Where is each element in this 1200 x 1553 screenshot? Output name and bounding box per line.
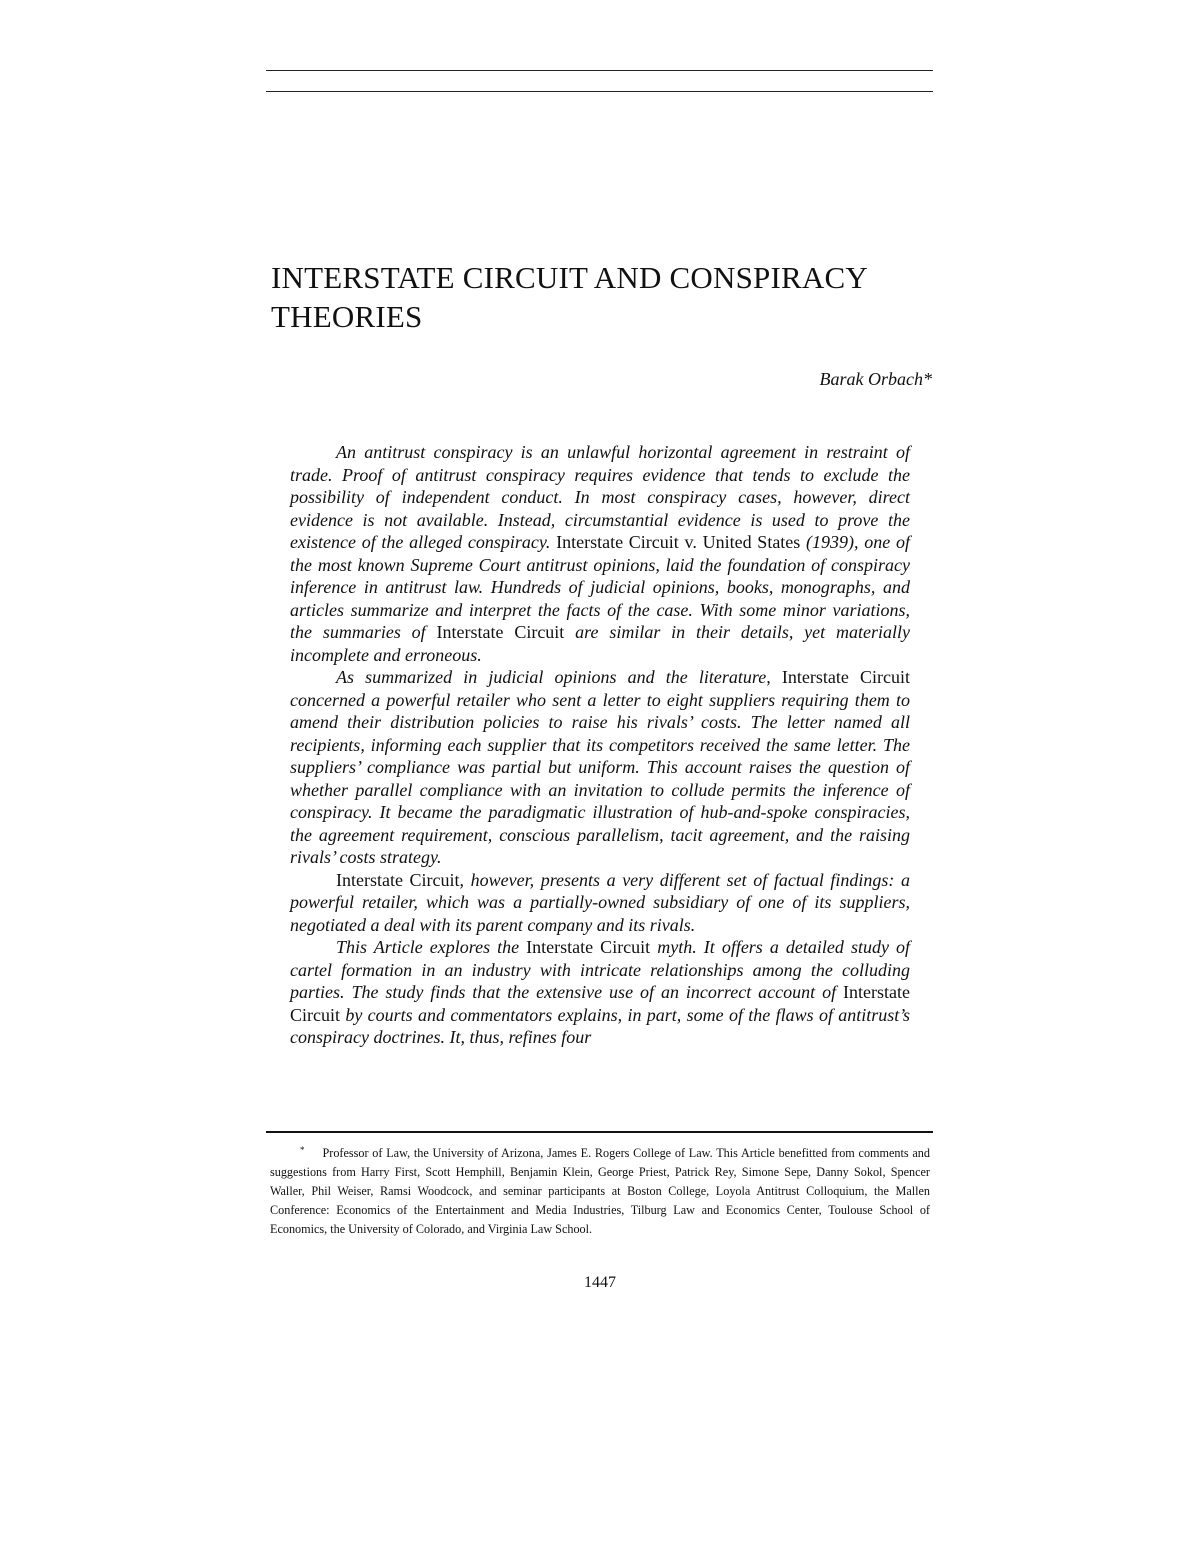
case-name: Interstate Circuit v. United States (556, 532, 801, 552)
abstract-text: An antitrust conspiracy is an unlawful horizontal agreement in restraint of trade. Proof of antitrust conspiracy requires evidence that tends to exclude the possibility of independent conduct. In most conspiracy cases, however, direct evidence is not available. Instead, circumstantial evidence is used to prove the existence of the alleged conspiracy. (290, 442, 910, 552)
case-name: Interstate Circuit (781, 667, 910, 687)
footnote (270, 1141, 930, 1239)
abstract-text: concerned a powerful retailer who sent a letter to eight suppliers requiring them to amend their distribution policies to raise his rivals’ costs. The letter named all recipients, informing each supplier that its competitors received the same letter. The suppliers’ compliance was partial but uniform. This account raises the question of whether parallel compliance with an invitation to collude permits the inference of conspiracy. It became the paradigmatic illustration of hub-and-spoke conspiracies, the agreement requirement, conscious parallelism, tacit agreement, and the raising rivals’ costs strategy. (290, 689, 910, 867)
case-name: Interstate Circuit (526, 937, 651, 957)
abstract-text: are similar in their details, yet materially incomplete and erroneous. (290, 622, 910, 665)
abstract-text: This Article explores the (336, 937, 527, 957)
case-name: Interstate Circuit (290, 982, 910, 1025)
abstract-paragraph-4 (290, 936, 910, 1049)
case-name: Interstate Circuit (436, 622, 565, 642)
footnote-rule (266, 1131, 933, 1133)
abstract-paragraph-3 (290, 869, 910, 937)
footnote-marker: * (300, 1145, 305, 1155)
header-rule-top (266, 70, 933, 71)
author-name: Barak Orbach* (819, 369, 932, 389)
abstract-text: myth. It offers a detailed study of cartel formation in an industry with intricate relationships among the colluding parties. The study finds that the extensive use of an incorrect account of (290, 937, 910, 1002)
abstract-paragraph-1 (290, 441, 910, 666)
abstract-text: (1939), one of the most known Supreme Court antitrust opinions, laid the foundation of conspiracy inference in antitrust law. Hundreds of judicial opinions, books, monographs, and articles summarize and interpret the facts of the case. With some minor variations, the summaries of (290, 532, 910, 642)
abstract (290, 441, 910, 1049)
article-title: INTERSTATE CIRCUIT AND CONSPIRACY THEORIES (271, 260, 867, 334)
abstract-text: , however, presents a very different set of factual findings: a powerful retailer, which was a partially-owned subsidiary of one of its suppliers, negotiated a deal with its parent company and its rivals. (290, 869, 910, 935)
page-number: 1447 (584, 1274, 616, 1291)
abstract-text: by courts and commentators explains, in part, some of the flaws of antitrust’s conspiracy doctrines. It, thus, refines four (290, 1004, 910, 1047)
abstract-text: As summarized in judicial opinions and the literature, (336, 667, 782, 687)
case-name: Interstate Circuit (336, 869, 460, 890)
header-rule-bottom (266, 91, 933, 92)
abstract-paragraph-2 (290, 666, 910, 869)
footnote-text: Professor of Law, the University of Arizona, James E. Rogers College of Law. This Article benefitted from comments and suggestions from Harry First, Scott Hemphill, Benjamin Klein, George Priest, Patrick Rey, Simone Sepe, Danny Sokol, Spencer Waller, Phil Weiser, Ramsi Woodcock, and seminar participants at Boston College, Loyola Antitrust Colloquium, the Mallen Conference: Economics of the Entertainment and Media Industries, Tilburg Law and Economics Center, Toulouse School of Economics, the University of Colorado, and Virginia Law School. (270, 1146, 930, 1236)
